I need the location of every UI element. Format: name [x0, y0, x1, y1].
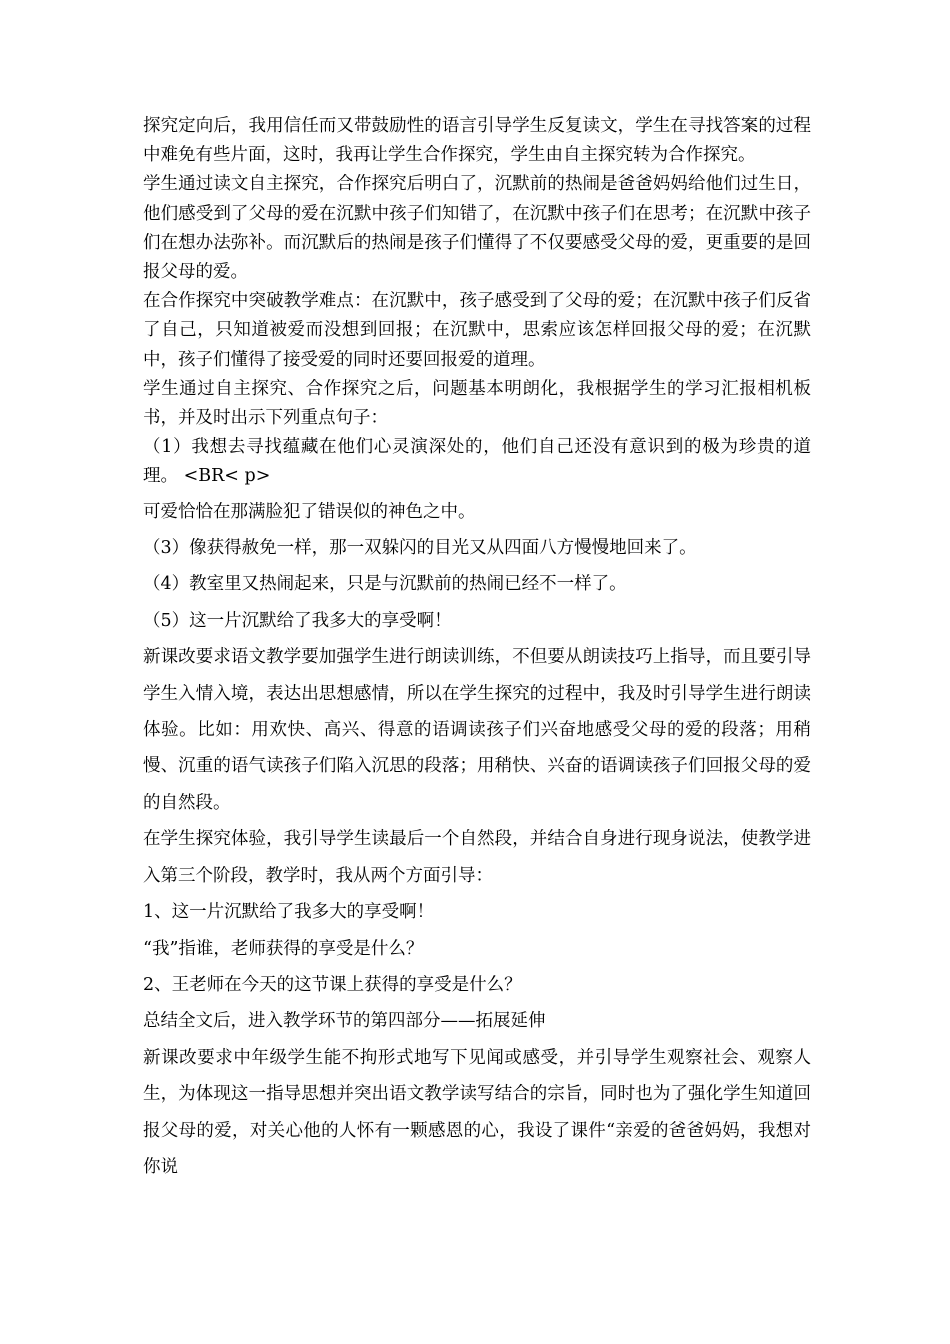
paragraph-sentence-5: （5）这一片沉默给了我多大的享受啊！ [143, 610, 452, 631]
paragraph-sentence-4: （4）教室里又热闹起来，只是与沉默前的热闹已经不一样了。 [143, 574, 627, 595]
paragraph-group-spaced [143, 494, 811, 1186]
paragraph-self-inquiry: 学生通过读文自主探究，合作探究后明白了，沉默前的热闹是爸爸妈妈给他们过生日，他们感受到了父母的爱在沉默中孩子们知错了，在沉默中孩子们在思考；在沉默中孩子们在想办法弥补。而沉默后的热闹是孩子们懂得了不仅要感受父母的爱，更重要的是回报父母的爱。 [143, 174, 811, 283]
paragraph-summary: 总结全文后，进入教学环节的第四部分——拓展延伸 [143, 1011, 546, 1032]
paragraph-sentence-1: （1）我想去寻找蕴藏在他们心灵演深处的，他们自己还没有意识到的极为珍贵的道理。 <BR< p> [143, 437, 811, 487]
paragraph-inquiry-intro: 探究定向后，我用信任而又带鼓励性的语言引导学生反复读文，学生在寻找答案的过程中难免有些片面，这时，我再让学生合作探究，学生由自主探究转为合作探究。 [143, 116, 811, 166]
paragraph-third-stage: 在学生探究体验，我引导学生读最后一个自然段，并结合自身进行现身说法，使教学进入第三个阶段，教学时，我从两个方面引导： [143, 829, 811, 886]
paragraph-guide-question: “我”指谁，老师获得的享受是什么？ [143, 938, 424, 959]
paragraph-sentence-3: （3）像获得赦免一样，那一双躲闪的目光又从四面八方慢慢地回来了。 [143, 538, 697, 559]
paragraph-difficulty: 在合作探究中突破教学难点：在沉默中，孩子感受到了父母的爱；在沉默中孩子们反省了自己，只知道被爱而没想到回报；在沉默中，思索应该怎样回报父母的爱；在沉默中，孩子们懂得了接受爱的同时还要回报爱的道理。 [143, 291, 811, 370]
paragraph-guide-1: 1、这一片沉默给了我多大的享受啊！ [143, 902, 435, 923]
paragraph-group-compact [143, 112, 811, 492]
paragraph-guide-2: 2、王老师在今天的这节课上获得的享受是什么？ [143, 974, 522, 995]
paragraph-reading-training: 新课改要求语文教学要加强学生进行朗读训练，不但要从朗读技巧上指导，而且要引导学生入情入境，表达出思想感情，所以在学生探究的过程中，我及时引导学生进行朗读体验。比如：用欢快、高兴、得意的语调读孩子们兴奋地感受父母的爱的段落；用稍慢、沉重的语气读孩子们陷入沉思的段落；用稍快、兴奋的语调读孩子们回报父母的爱的自然段。 [143, 647, 811, 813]
paragraph-blackboard: 学生通过自主探究、合作探究之后，问题基本明朗化，我根据学生的学习汇报相机板书，并及时出示下列重点句子： [143, 378, 811, 429]
paragraph-extension: 新课改要求中年级学生能不拘形式地写下见闻或感受，并引导学生观察社会、观察人生，为体现这一指导思想并突出语文教学读写结合的宗旨，同时也为了强化学生知道回报父母的爱，对关心他的人怀有一颗感恩的心，我设了课件“亲爱的爸爸妈妈，我想对你说 [143, 1047, 811, 1177]
paragraph-sentence-2: 可爱恰恰在那满脸犯了错误似的神色之中。 [143, 501, 476, 522]
document-body [143, 112, 811, 1185]
